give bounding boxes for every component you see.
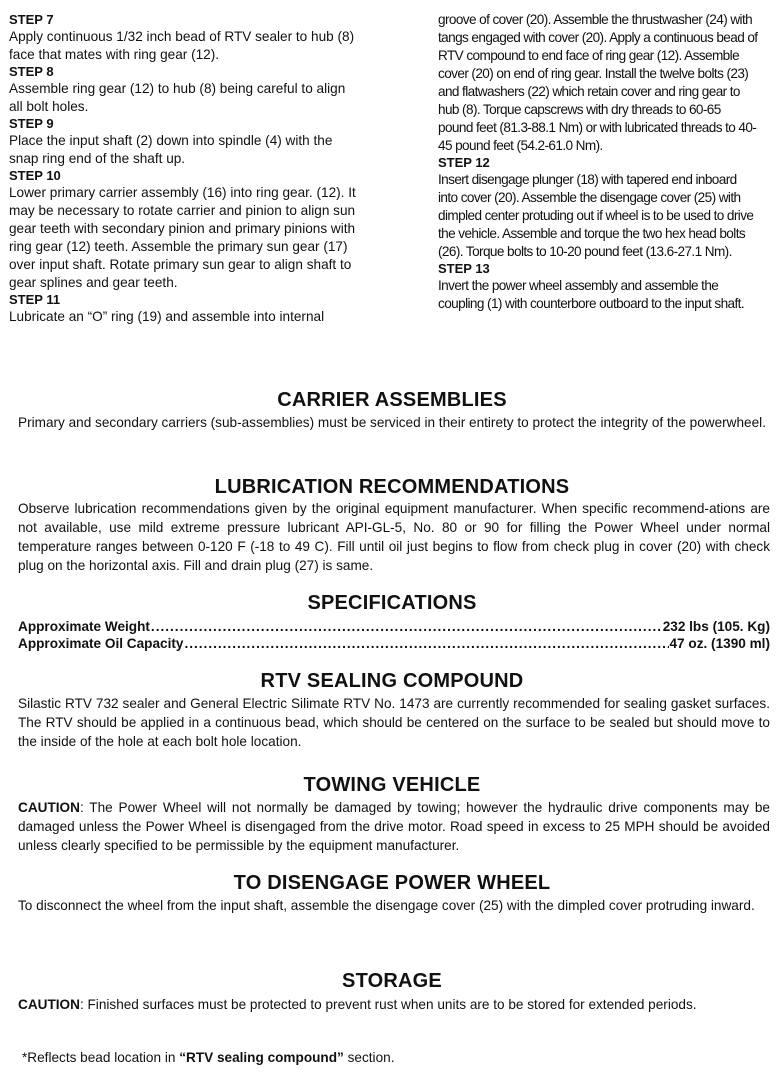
carrier-assemblies-body: Primary and secondary carriers (sub-assemblies) must be serviced in their entirety to protect the integrity of the powerwheel. xyxy=(18,415,766,430)
step-9-text: Place the input shaft (2) down into spindle (4) with the snap ring end of the shaft up. xyxy=(9,133,333,166)
rtv-heading: RTV SEALING COMPOUND xyxy=(260,670,524,692)
step-8-text: Assemble ring gear (12) to hub (8) being careful to align all bolt holes. xyxy=(9,81,346,114)
towing-heading: TOWING VEHICLE xyxy=(303,774,481,796)
footnote xyxy=(22,1050,394,1065)
lubrication-heading: LUBRICATION RECOMMENDATIONS xyxy=(214,476,570,498)
assembly-steps xyxy=(0,8,784,378)
step-13-text: Invert the power wheel assembly and assemble the coupling (1) with counterbore outboard to the input shaft. xyxy=(438,278,745,311)
step-12-text: Insert disengage plunger (18) with tapered end inboard into cover (20). Assemble the disengage cover (25) with dimpled center protuding out if wheel is to be used to drive the vehicle. Assemble and torque the two hex head bolts (26). Torque bolts to 10-20 pound feet (13.6-27.1 Nm). xyxy=(438,172,754,259)
step-11-text: Lubricate an “O” ring (19) and assemble into internal xyxy=(9,309,325,324)
spec-weight-value: 232 lbs (105. Kg) xyxy=(662,619,770,634)
towing-text: : The Power Wheel will not normally be damaged by towing; however the hydraulic drive components may be damaged unless the Power Wheel is disengaged from the drive motor. Road speed in excess to 25 MPH should be avoided unless clearly specified to be permissible by the equipment manufacturer. xyxy=(18,800,770,853)
step-13-heading: STEP 13 xyxy=(438,261,490,276)
rtv-body: Silastic RTV 732 sealer and General Electric Silimate RTV No. 1473 are currently recommended for sealing gasket surfaces. The RTV should be applied in a continuous bead, which should be centered on the surface to be sealed but should move to the inside of the hole at each bolt hole location. xyxy=(18,696,770,749)
storage-text: : Finished surfaces must be protected to prevent rust when units are to be stored for extended periods. xyxy=(79,997,697,1012)
leader-dots xyxy=(151,619,662,634)
step-12-heading: STEP 12 xyxy=(438,155,490,170)
caution-label: CAUTION xyxy=(18,800,80,815)
disengage-body: To disconnect the wheel from the input shaft, assemble the disengage cover (25) with the dimpled cover protruding inward. xyxy=(18,898,755,913)
spec-weight-row xyxy=(18,619,770,634)
step-9-heading: STEP 9 xyxy=(9,116,54,131)
spec-oil-row xyxy=(18,636,770,651)
step-11-heading: STEP 11 xyxy=(9,292,61,307)
spec-oil-value: 47 oz. (1390 ml) xyxy=(669,636,770,651)
right-column xyxy=(438,11,758,313)
step-7-text: Apply continuous 1/32 inch bead of RTV sealer to hub (8) face that mates with ring gear (12). xyxy=(9,29,355,62)
specifications-heading: SPECIFICATIONS xyxy=(307,592,477,614)
footnote-suffix: section. xyxy=(343,1050,395,1065)
step-10-text: Lower primary carrier assembly (16) into ring gear. (12). It may be necessary to rotate carrier and pinion to align sun gear teeth with secondary pinion and primary pinions with ring gear (12) teeth. Assemble the primary sun gear (17) over input shaft. Rotate primary sun gear to align shaft to gear splines and gear teeth. xyxy=(9,185,356,290)
footnote-prefix: *Reflects bead location in xyxy=(22,1050,180,1065)
step-8-heading: STEP 8 xyxy=(9,64,54,79)
spec-weight-label: Approximate Weight xyxy=(18,619,150,634)
caution-label: CAUTION xyxy=(18,997,80,1012)
disengage-heading: TO DISENGAGE POWER WHEEL xyxy=(233,872,551,894)
left-column xyxy=(9,12,359,326)
step-7-heading: STEP 7 xyxy=(9,12,54,27)
carrier-assemblies-heading: CARRIER ASSEMBLIES xyxy=(277,389,507,411)
storage-heading: STORAGE xyxy=(342,970,442,992)
lubrication-body: Observe lubrication recommendations given by the original equipment manufacturer. When specific recommend-ations are not available, use mild extreme pressure lubricant API-GL-5, No. 80 or 90 for filling the Power Wheel under normal temperature ranges between 0-120 F (-18 to 49 C). Fill until oil just begins to flow from check plug in cover (20) with check plug on the horizontal axis. Fill and drain plug (27) is same. xyxy=(18,501,770,573)
footnote-reference: “RTV sealing compound” xyxy=(179,1050,344,1065)
leader-dots xyxy=(184,636,668,651)
towing-body xyxy=(18,798,770,855)
step-11-text-continued: groove of cover (20). Assemble the thrustwasher (24) with tangs engaged with cover (20). Apply a continuous bead of RTV compound to end face of ring gear (12). Assemble cover (20) on end of ring gear. Install the twelve bolts (23) and flatwashers (22) which retain cover and ring gear to hub (8). Torque capscrews with dry threads to 60-65 pound feet (81.3-88.1 Nm) or with lubricated threads to 40-45 pound feet (54.2-61.0 Nm). xyxy=(438,12,758,153)
step-10-heading: STEP 10 xyxy=(9,168,61,183)
storage-body xyxy=(18,995,770,1014)
spec-oil-label: Approximate Oil Capacity xyxy=(18,636,184,651)
